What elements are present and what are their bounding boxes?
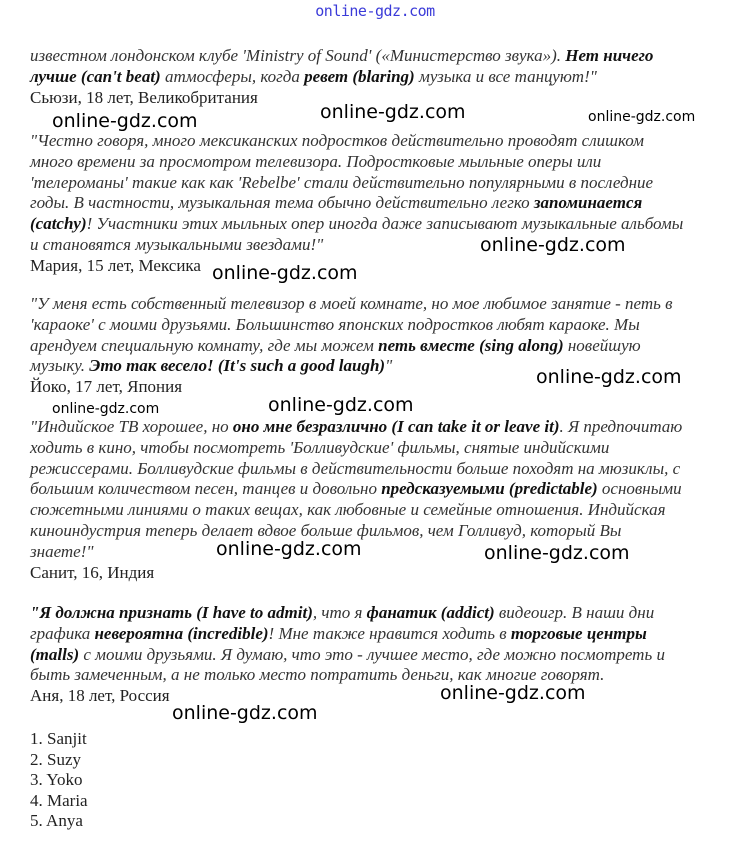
quote-line [30,417,730,438]
highlighted-phrase: фанатик (addict) [366,603,495,622]
highlighted-phrase: Это так весело! (It's such a good laugh) [89,356,386,376]
quote-line [30,645,730,666]
highlighted-phrase: (malls) [30,644,80,664]
highlighted-phrase: торговые центры [510,623,647,643]
watermark: online-gdz.com [536,366,682,388]
highlighted-phrase: (catchy) [30,214,87,234]
quote-text: новейшую [563,335,641,355]
quote-text: годы. В частности, музыкальная тема обычно действительно легко [30,193,534,213]
quote-text: графика [30,623,95,643]
highlighted-phrase: лучше (can't beat) [30,66,161,86]
watermark: online-gdz.com [268,394,414,416]
quote-line [30,152,730,173]
watermark: online-gdz.com [440,682,586,704]
highlighted-phrase: "Я должна признать (I have to admit) [30,603,313,622]
answer-item: 3. Yoko [30,770,83,789]
quote-text: "Индийское ТВ хорошее, но [30,417,233,436]
quote-line [30,173,730,194]
quote-line [30,479,730,500]
quote-text: быть замеченным, а не только место потратить деньги, как многие говорят. [30,665,605,685]
answer-item: 1. Sanjit [30,729,87,748]
quote-text: знаете!" [30,541,94,561]
quote-line [30,67,730,88]
quote-line [30,438,730,459]
quote-text: музыка и все танцуют!" [414,66,597,86]
quote-line [30,624,730,645]
paragraph-anya [30,603,730,707]
quote-text: , что я [312,603,367,622]
quote-text: " [385,356,393,376]
quote-text: и становятся музыкальными звездами!" [30,234,324,254]
highlighted-phrase: предсказуемыми (predictable) [381,479,598,499]
quote-author: Мария, 15 лет, Мексика [30,255,201,275]
watermark: online-gdz.com [484,542,630,564]
quote-text: "Честно говоря, много мексиканских подростков действительно проводят слишком [30,131,644,150]
quote-text: . Я предпочитаю [559,417,683,436]
highlighted-phrase: ревет (blaring) [304,66,415,86]
quote-line [30,665,730,686]
quote-text: музыку. [30,356,90,376]
quote-text: много времени за просмотром телевизора. Подростковые мыльные оперы или [30,151,602,171]
quote-text: "У меня есть собственный телевизор в моей комнате, но мое любимое занятие - петь в [30,294,673,313]
answer-item: 2. Suzy [30,749,81,769]
quote-text: основными [597,479,682,499]
quote-line [30,315,730,336]
quote-author: Йоко, 17 лет, Япония [30,377,183,397]
quote-line [30,459,730,480]
watermark: online-gdz.com [52,401,160,417]
answer-list [30,729,88,832]
quote-text: 'караоке' с моими друзьями. Большинство японских подростков любят караоке. Мы [30,314,640,334]
quote-text: атмосферы, когда [160,66,305,86]
quote-author: Сьюзи, 18 лет, Великобритания [30,87,258,107]
watermark: online-gdz.com [588,109,696,125]
quote-line [30,336,730,357]
quote-text: сюжетными линиями о таких вещах, как любовные и семейные отношения. Индийская [30,500,666,520]
quote-text: с моими друзьями. Я думаю, что это - лучшее место, где можно посмотреть и [79,644,665,664]
highlighted-phrase: запоминается [533,193,643,213]
quote-text: ! Мне также нравится ходить в [268,623,511,643]
quote-author: Санит, 16, Индия [30,562,155,582]
quote-text: ! Участники этих мыльных опер иногда даже записывают музыкальные альбомы [86,214,684,234]
paragraph-suzy [30,46,730,108]
quote-line [30,521,730,542]
quote-line [30,500,730,521]
highlighted-phrase: Нет ничего [565,46,654,65]
header-watermark: online-gdz.com [315,2,435,20]
quote-line [30,193,730,214]
quote-text: 'телероманы' такие как как 'Rebelbe' стали действительно популярными в последние [30,172,654,192]
answer-item: 5. Anya [30,811,83,830]
watermark: online-gdz.com [320,101,466,123]
quote-text: режиссерами. Болливудские фильмы в действительности больше походят на мюзиклы, с [30,458,681,478]
quote-author: Аня, 18 лет, Россия [30,686,170,706]
watermark: online-gdz.com [216,538,362,560]
quote-text: киноиндустрия теперь делает вдвое больше фильмов, чем Голливуд, который Вы [30,520,622,540]
watermark: online-gdz.com [172,702,318,724]
quote-line [30,214,730,235]
quote-line [30,603,730,624]
watermark: online-gdz.com [52,110,198,132]
quote-text: видеоигр. В наши дни [494,603,655,622]
quote-text: ходить в кино, чтобы посмотреть 'Болливудские' фильмы, снятые индийскими [30,437,610,457]
quote-text: известном лондонском клубе 'Ministry of Sound' («Министерство звука»). [30,46,566,65]
highlighted-phrase: петь вместе (sing along) [378,335,564,355]
quote-line [30,131,730,152]
watermark: online-gdz.com [480,234,626,256]
quote-text: большим количеством песен, танцев и довольно [30,479,382,499]
highlighted-phrase: оно мне безразлично (I can take it or leave it) [232,417,560,436]
highlighted-phrase: невероятна (incredible) [94,623,269,643]
watermark: online-gdz.com [212,262,358,284]
answer-item: 4. Maria [30,790,88,810]
quote-line [30,294,730,315]
quote-line [30,46,730,67]
quote-text: арендуем специальную комнату, где мы можем [30,335,379,355]
